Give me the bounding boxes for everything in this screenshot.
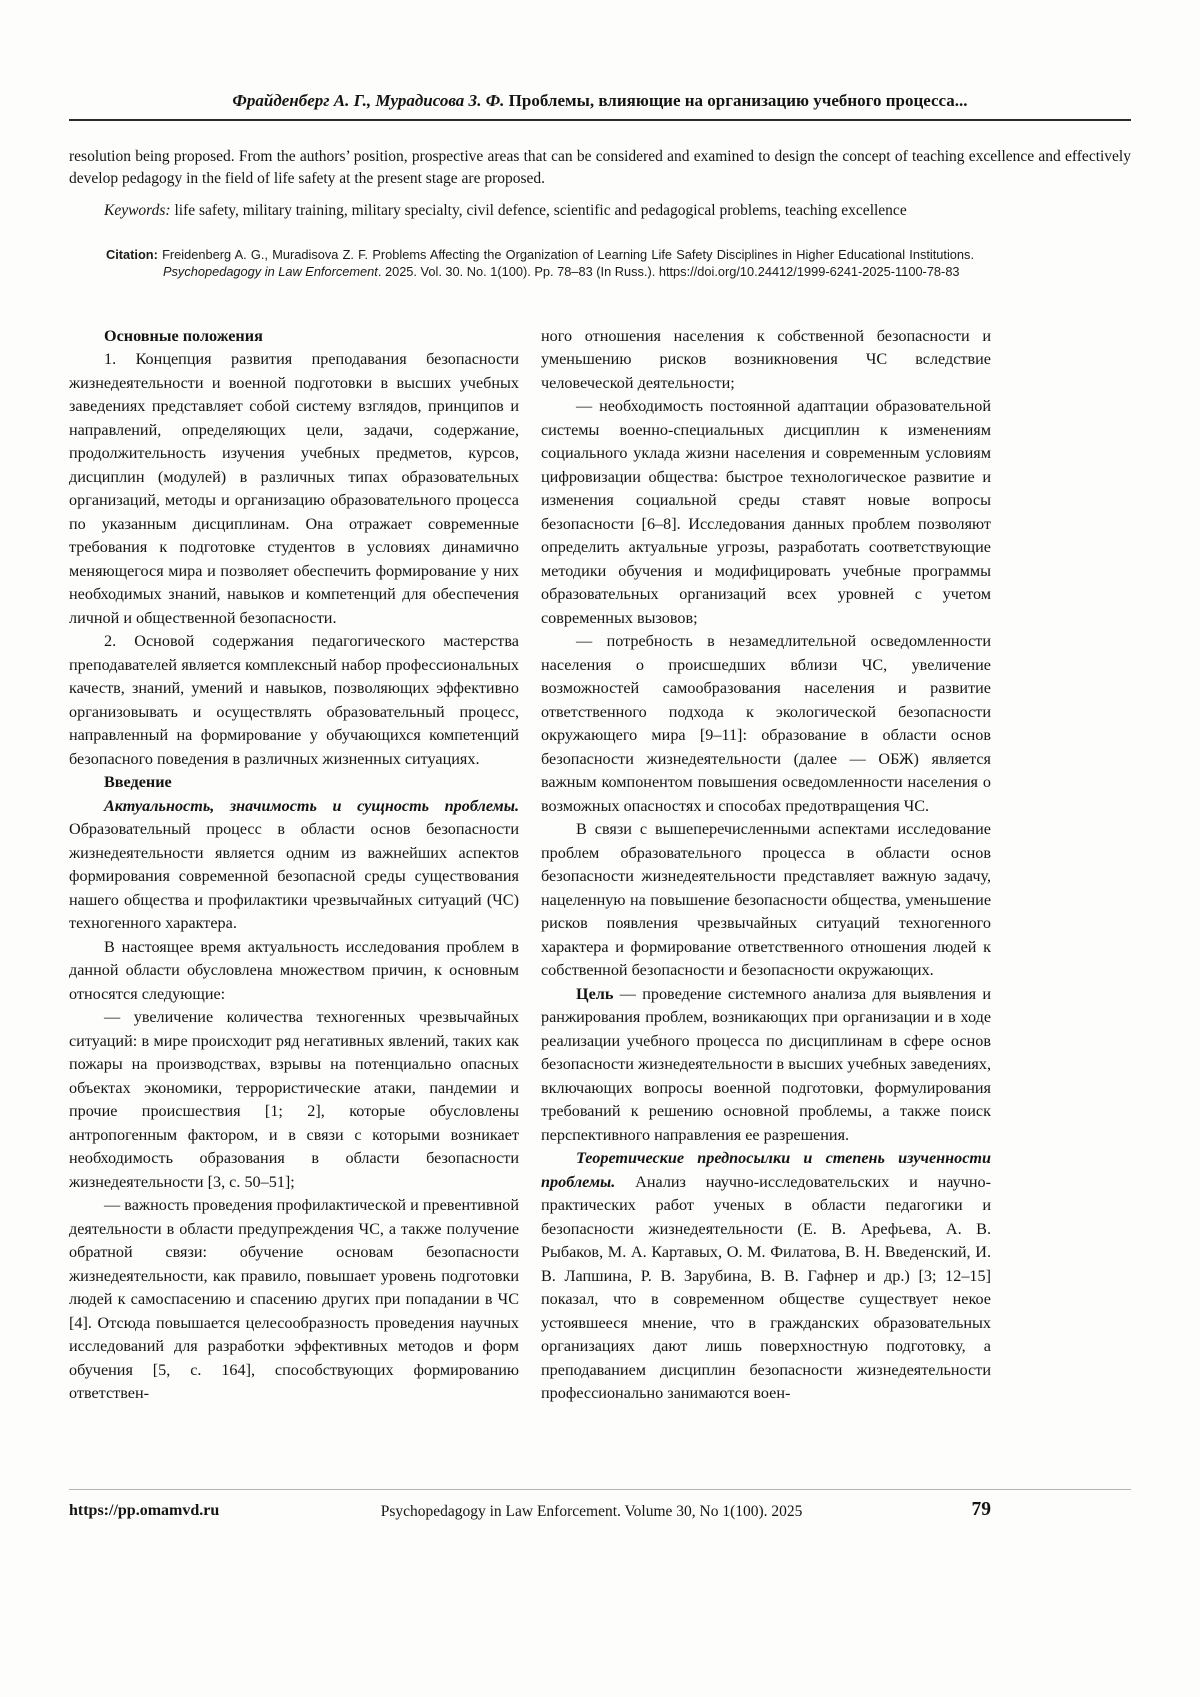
text-run: В настоящее время актуальность исследования проблем в данной области обусловлена множеством причин, к основным относятся следующие: — [69, 937, 519, 1003]
citation-label: Citation: — [106, 246, 158, 262]
body-paragraph — [69, 795, 519, 936]
running-head-authors: Фрайденберг А. Г., Мурадисова З. Ф. — [232, 91, 505, 110]
emphasis-text: Основные положения — [104, 326, 263, 345]
emphasis-text: Введение — [104, 773, 172, 791]
citation-doi: https://doi.org/10.24412/1999-6241-2025-1100-78-83 — [658, 264, 960, 279]
text-run: В связи с вышеперечисленными аспектами исследование проблем образовательного процесса в области основ безопасности жизнедеятельности представляет важную задачу, нацеленную на повышение безопасности общества, уменьшение рисков появления чрезвычайных ситуаций техногенного характера и формирование ответственного отношения людей к собственной безопасности и безопасности окружающих. — [541, 820, 991, 979]
citation-text-tail: . 2025. Vol. 30. No. 1(100). Pp. 78–83 (In Russ.). — [377, 264, 659, 279]
citation-text: Freidenberg A. G., Muradisova Z. F. Problems Affecting the Organization of Learning Life Safety Disciplines in Higher Educational Institutions. — [157, 246, 974, 262]
page-footer — [69, 1489, 1131, 1535]
text-run: Образовательный процесс в области основ безопасности жизнедеятельности является одним из важнейших аспектов формирования современной безопасной среды существования нашего общества и профилактики чрезвычайных ситуаций (ЧС) техногенного характера. — [69, 820, 519, 932]
text-run: — проведение системного анализа для выявления и ранжирования проблем, возникающих при организации и в ходе реализации учебного процесса по дисциплинам в сфере основ безопасности жизнедеятельности в высших учебных заведениях, включающих вопросы военной подготовки, формулирования требований к решению основной проблемы, а также поиск перспективного направления ее разрешения. — [541, 984, 991, 1144]
text-run: — необходимость постоянной адаптации образовательной системы военно-специальных дисциплин к изменениям социального уклада жизни населения и современным условиям цифровизации общества: быстрое технологическое развитие и изменения социальной среды ставят новые вопросы безопасности [6–8]. Исследования данных проблем позволяют определить актуальные угрозы, разработать соответствующие методики обучения и модифицировать учебные программы образовательных организаций всех уровней с учетом современных вызовов; — [541, 397, 991, 627]
emphasis-text: Актуальность, значимость и сущность проблемы. — [104, 796, 519, 815]
citation-block — [106, 246, 974, 281]
body-paragraph — [69, 348, 519, 630]
section-heading — [69, 771, 519, 795]
body-paragraph — [69, 1006, 519, 1194]
body-paragraph — [541, 818, 991, 983]
body-paragraph — [541, 983, 991, 1148]
body-paragraph — [541, 1147, 991, 1406]
text-run: Анализ научно-исследовательских и научно-практических работ ученых в области педагогики и безопасности жизнедеятельности (Е. В. Арефьева, А. В. Рыбаков, М. А. Картавых, О. М. Филатова, В. Н. Введенский, И. В. Лапшина, Р. В. Зарубина, В. В. Гафнер и др.) [3; 12–15] показал, что в современном обществе существует некое устоявшееся мнение, что в гражданских образовательных организациях дают лишь поверхностную подготовку, а преподаванием дисциплин безопасности жизнедеятельности профессионально занимаются воен- — [541, 1172, 991, 1402]
text-run: 1. Концепция развития преподавания безопасности жизнедеятельности и военной подготовки в высших учебных заведениях представляет собой систему взглядов, принципов и направлений, определяющих цели, задачи, содержание, продолжительность изучения учебных предметов, курсов, дисциплин (модулей) в различных типах образовательных организаций, методы и организацию образовательного процесса по указанным дисциплинам. Она отражает современные требования к подготовке студентов в условиях динамично меняющегося мира и позволяет обеспечить формирование у них необходимых знаний, навыков и компетенций для обеспечения личной и общественной безопасности. — [69, 350, 519, 627]
text-run: — увеличение количества техногенных чрезвычайных ситуаций: в мире происходит ряд негативных явлений, таких как пожары на производствах, взрывы на потенциально опасных объектах экономики, террористические атаки, пандемии и прочие происшествия [1; 2], которые обусловлены антропогенным фактором, и в связи с которыми возникает необходимость образования в области безопасности жизнедеятельности [3, с. 50–51]; — [69, 1008, 519, 1191]
section-heading — [69, 325, 519, 349]
text-run: — важность проведения профилактической и превентивной деятельности в области предупреждения ЧС, а также получение обратной связи: обучение основам безопасности жизнедеятельности, как правило, повышает уровень подготовки людей к самоспасению и спасению других при попадании в ЧС [4]. Отсюда повышается целесообразность проведения научных исследований для разработки эффективных методов и форм обучения [5, с. 164], способствующих формированию ответствен- — [69, 1196, 519, 1402]
journal-line: Psychopedagogy in Law Enforcement. Volume 30, No 1(100). 2025 — [380, 1503, 803, 1520]
body-paragraph — [69, 630, 519, 771]
emphasis-text: Цель — [576, 984, 614, 1003]
text-run: 2. Основой содержания педагогического мастерства преподавателей является комплексный набор профессиональных качеств, знаний, умений и навыков, позволяющих эффективно организовывать и осуществлять образовательный процесс, направленный на формирование у обучающихся компетенций безопасного поведения в различных жизненных ситуациях. — [69, 632, 519, 768]
text-run: ного отношения населения к собственной безопасности и уменьшению рисков возникновения ЧС вследствие человеческой деятельности; — [541, 326, 991, 392]
journal-url: https://pp.omamvd.ru — [69, 1502, 220, 1519]
text-columns — [69, 325, 991, 1406]
keywords-text: life safety, military training, military specialty, civil defence, scientific and pedagogical problems, teaching excellence — [170, 202, 907, 219]
running-head-title: Проблемы, влияющие на организацию учебного процесса... — [504, 91, 968, 110]
body-paragraph — [69, 936, 519, 1007]
column-left — [69, 325, 519, 1406]
citation-journal-name: Psychopedagogy in Law Enforcement — [163, 264, 378, 279]
abstract-text: resolution being proposed. From the authors’ position, prospective areas that can be considered and examined to design the concept of teaching excellence and effectively develop pedagogy in the field of life safety at the present stage are proposed. — [69, 148, 1131, 187]
body-paragraph — [541, 395, 991, 630]
body-paragraph — [541, 630, 991, 818]
header-rule — [69, 119, 1131, 121]
text-run: — потребность в незамедлительной осведомленности населения о происшедших вблизи ЧС, увеличение возможностей самообразования населения и развитие ответственного подхода к экологической безопасности окружающего мира [9–11]: образование в области основ безопасности жизнедеятельности (далее — ОБЖ) является важным компонентом повышения осведомленности населения о возможных опасностях и способах предотвращения ЧС. — [541, 632, 991, 815]
body-paragraph — [541, 325, 991, 396]
running-head — [69, 90, 1131, 112]
body-paragraph — [69, 1194, 519, 1406]
keywords-label: Keywords: — [104, 202, 171, 219]
column-right — [541, 325, 991, 1406]
emphasis-text: Теоретические предпосылки и степень изученности проблемы. — [541, 1149, 991, 1191]
page-number: 79 — [971, 1499, 991, 1520]
keywords-line — [69, 200, 1131, 222]
